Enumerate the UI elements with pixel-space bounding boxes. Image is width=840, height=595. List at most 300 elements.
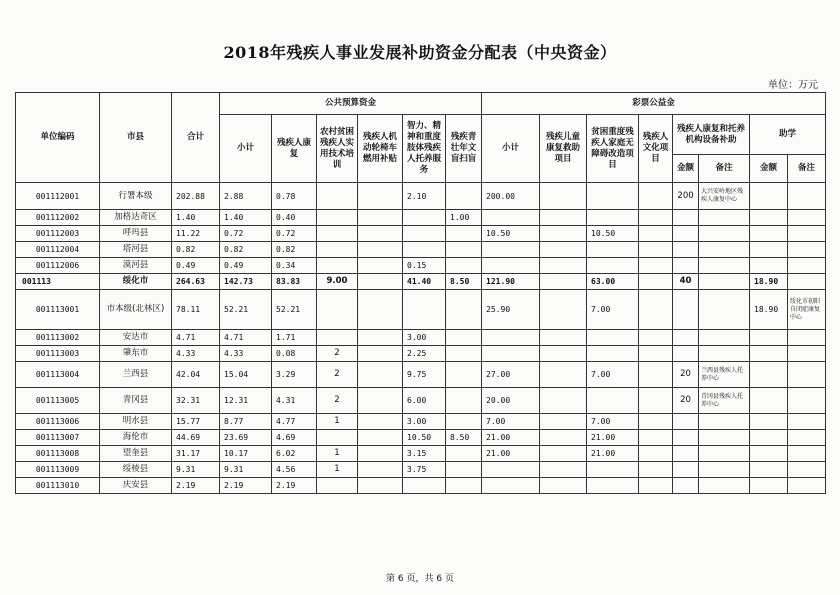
table-row xyxy=(16,290,826,330)
cell-code: 001113009 xyxy=(16,462,100,478)
cell-eq-note xyxy=(699,478,750,494)
cell-pb-wheel xyxy=(358,242,403,258)
cell-lt-sub: 21.00 xyxy=(482,430,540,446)
table-row xyxy=(16,446,826,462)
cell-pb-wheel xyxy=(358,462,403,478)
cell-st-amt xyxy=(750,462,788,478)
cell-pb-care: 3.00 xyxy=(403,414,446,430)
cell-county: 安达市 xyxy=(100,330,172,346)
cell-total: 11.22 xyxy=(172,226,220,242)
cell-lt-sub: 27.00 xyxy=(482,362,540,388)
cell-st-amt xyxy=(750,446,788,462)
cell-st-note xyxy=(788,274,826,290)
page-footer: 第 6 页，共 6 页 xyxy=(386,574,454,584)
cell-code: 001113010 xyxy=(16,478,100,494)
cell-eq-amt xyxy=(673,430,699,446)
cell-lt-culture xyxy=(639,462,673,478)
cell-lt-home xyxy=(587,183,639,210)
cell-pb-wheel xyxy=(358,446,403,462)
header-lt-culture: 残疾人文化项目 xyxy=(639,115,673,183)
cell-pb-care xyxy=(403,478,446,494)
cell-pb-care: 6.00 xyxy=(403,388,446,414)
cell-pb-care: 3.00 xyxy=(403,330,446,346)
cell-st-amt xyxy=(750,242,788,258)
header-lottery: 彩票公益金 xyxy=(482,93,826,115)
cell-pb-youth xyxy=(446,446,482,462)
cell-lt-home: 7.00 xyxy=(587,362,639,388)
cell-pb-rehab: 4.31 xyxy=(272,388,317,414)
cell-lt-culture xyxy=(639,290,673,330)
cell-lt-sub xyxy=(482,462,540,478)
cell-lt-home xyxy=(587,346,639,362)
cell-county: 塔河县 xyxy=(100,242,172,258)
header-equip-amount: 金额 xyxy=(673,155,699,183)
cell-lt-culture xyxy=(639,346,673,362)
cell-pb-sub: 52.21 xyxy=(220,290,272,330)
cell-lt-sub xyxy=(482,478,540,494)
cell-county: 绥化市 xyxy=(100,274,172,290)
cell-lt-home xyxy=(587,210,639,226)
cell-eq-note: 兰西县残疾人托养中心 xyxy=(699,362,750,388)
cell-pb-youth: 8.50 xyxy=(446,430,482,446)
cell-pb-rehab: 6.02 xyxy=(272,446,317,462)
cell-lt-sub: 20.00 xyxy=(482,388,540,414)
cell-pb-rural: 2 xyxy=(317,388,358,414)
cell-pb-rural: 1 xyxy=(317,462,358,478)
cell-eq-note xyxy=(699,430,750,446)
cell-total: 44.69 xyxy=(172,430,220,446)
cell-lt-culture xyxy=(639,183,673,210)
cell-eq-note xyxy=(699,346,750,362)
cell-eq-note xyxy=(699,414,750,430)
header-study-remark: 备注 xyxy=(788,155,826,183)
cell-eq-amt xyxy=(673,226,699,242)
cell-eq-note xyxy=(699,258,750,274)
cell-lt-home xyxy=(587,330,639,346)
cell-st-amt xyxy=(750,330,788,346)
cell-lt-home xyxy=(587,478,639,494)
cell-pb-sub: 15.04 xyxy=(220,362,272,388)
cell-county: 市本级(北林区) xyxy=(100,290,172,330)
cell-lt-home xyxy=(587,258,639,274)
cell-lt-culture xyxy=(639,210,673,226)
cell-pb-care: 2.25 xyxy=(403,346,446,362)
cell-lt-child xyxy=(540,388,587,414)
cell-lt-sub xyxy=(482,210,540,226)
cell-pb-sub: 0.49 xyxy=(220,258,272,274)
cell-pb-rural xyxy=(317,478,358,494)
cell-st-note xyxy=(788,430,826,446)
cell-pb-rehab: 2.19 xyxy=(272,478,317,494)
cell-pb-wheel xyxy=(358,258,403,274)
table-row xyxy=(16,330,826,346)
cell-lt-home: 7.00 xyxy=(587,414,639,430)
header-pb-care: 智力、精神和重度肢体残疾人托养服务 xyxy=(403,115,446,183)
cell-pb-care xyxy=(403,242,446,258)
header-lt-equip: 残疾人康复和托养机构设备补助 xyxy=(673,115,750,155)
cell-st-note xyxy=(788,330,826,346)
cell-pb-rehab: 0.34 xyxy=(272,258,317,274)
cell-lt-child xyxy=(540,346,587,362)
cell-pb-rural xyxy=(317,258,358,274)
table-row xyxy=(16,346,826,362)
cell-lt-child xyxy=(540,274,587,290)
cell-pb-rehab: 1.71 xyxy=(272,330,317,346)
cell-lt-culture xyxy=(639,258,673,274)
cell-pb-care: 3.15 xyxy=(403,446,446,462)
table-row xyxy=(16,362,826,388)
cell-pb-sub: 8.77 xyxy=(220,414,272,430)
cell-lt-child xyxy=(540,462,587,478)
header-lt-subtotal: 小计 xyxy=(482,115,540,183)
cell-pb-youth xyxy=(446,478,482,494)
table-row xyxy=(16,258,826,274)
header-pb-rural: 农村贫困残疾人实用技术培训 xyxy=(317,115,358,183)
header-study-amount: 金额 xyxy=(750,155,788,183)
cell-pb-rural: 9.00 xyxy=(317,274,358,290)
cell-code: 001113007 xyxy=(16,430,100,446)
cell-lt-child xyxy=(540,183,587,210)
cell-pb-rehab: 0.82 xyxy=(272,242,317,258)
header-pb-wheelchair: 残疾人机动轮椅车燃用补贴 xyxy=(358,115,403,183)
cell-lt-culture xyxy=(639,330,673,346)
cell-st-amt xyxy=(750,258,788,274)
table-row xyxy=(16,210,826,226)
cell-eq-amt xyxy=(673,478,699,494)
cell-pb-youth xyxy=(446,290,482,330)
cell-pb-rural xyxy=(317,210,358,226)
cell-pb-rehab: 0.40 xyxy=(272,210,317,226)
cell-eq-amt xyxy=(673,210,699,226)
allocation-table xyxy=(15,92,826,494)
cell-pb-wheel xyxy=(358,478,403,494)
cell-pb-youth xyxy=(446,362,482,388)
cell-pb-sub: 0.72 xyxy=(220,226,272,242)
cell-total: 1.40 xyxy=(172,210,220,226)
cell-pb-youth xyxy=(446,226,482,242)
cell-pb-youth xyxy=(446,462,482,478)
cell-total: 2.19 xyxy=(172,478,220,494)
table-row xyxy=(16,462,826,478)
cell-pb-rural: 1 xyxy=(317,446,358,462)
cell-lt-sub: 200.00 xyxy=(482,183,540,210)
cell-eq-note xyxy=(699,226,750,242)
cell-eq-note xyxy=(699,290,750,330)
cell-pb-rural xyxy=(317,430,358,446)
cell-lt-child xyxy=(540,330,587,346)
cell-code: 001112001 xyxy=(16,183,100,210)
cell-eq-amt: 40 xyxy=(673,274,699,290)
cell-lt-child xyxy=(540,430,587,446)
cell-lt-culture xyxy=(639,226,673,242)
cell-lt-sub: 7.00 xyxy=(482,414,540,430)
cell-lt-culture xyxy=(639,242,673,258)
cell-pb-rehab: 3.29 xyxy=(272,362,317,388)
table-row xyxy=(16,183,826,210)
cell-eq-amt xyxy=(673,462,699,478)
cell-code: 001113 xyxy=(16,274,100,290)
cell-code: 001113001 xyxy=(16,290,100,330)
header-pb-subtotal: 小计 xyxy=(220,115,272,183)
cell-pb-rehab: 0.72 xyxy=(272,226,317,242)
cell-pb-youth xyxy=(446,388,482,414)
cell-county: 庆安县 xyxy=(100,478,172,494)
cell-lt-child xyxy=(540,290,587,330)
cell-lt-child xyxy=(540,226,587,242)
cell-st-amt xyxy=(750,362,788,388)
cell-pb-rural: 1 xyxy=(317,414,358,430)
cell-pb-rehab: 4.56 xyxy=(272,462,317,478)
cell-pb-care: 9.75 xyxy=(403,362,446,388)
cell-pb-rural xyxy=(317,226,358,242)
cell-eq-amt xyxy=(673,290,699,330)
cell-lt-child xyxy=(540,478,587,494)
cell-st-note xyxy=(788,346,826,362)
cell-st-note xyxy=(788,242,826,258)
cell-pb-sub: 10.17 xyxy=(220,446,272,462)
cell-county: 漠河县 xyxy=(100,258,172,274)
cell-pb-wheel xyxy=(358,290,403,330)
cell-pb-rehab: 4.69 xyxy=(272,430,317,446)
cell-pb-sub: 4.33 xyxy=(220,346,272,362)
cell-pb-care: 10.50 xyxy=(403,430,446,446)
cell-lt-sub xyxy=(482,258,540,274)
cell-pb-rural: 2 xyxy=(317,362,358,388)
cell-pb-care: 3.75 xyxy=(403,462,446,478)
cell-pb-sub: 142.73 xyxy=(220,274,272,290)
cell-total: 4.33 xyxy=(172,346,220,362)
cell-eq-note xyxy=(699,446,750,462)
cell-code: 001112006 xyxy=(16,258,100,274)
cell-county: 肇东市 xyxy=(100,346,172,362)
cell-pb-wheel xyxy=(358,362,403,388)
header-county: 市县 xyxy=(100,93,172,183)
cell-county: 青冈县 xyxy=(100,388,172,414)
cell-lt-culture xyxy=(639,414,673,430)
cell-st-note xyxy=(788,183,826,210)
cell-pb-care: 41.40 xyxy=(403,274,446,290)
cell-lt-sub: 10.50 xyxy=(482,226,540,242)
cell-pb-rural xyxy=(317,290,358,330)
cell-lt-culture xyxy=(639,388,673,414)
cell-st-note xyxy=(788,446,826,462)
cell-total: 264.63 xyxy=(172,274,220,290)
cell-lt-child xyxy=(540,210,587,226)
cell-pb-rural: 2 xyxy=(317,346,358,362)
cell-eq-note xyxy=(699,210,750,226)
cell-eq-amt xyxy=(673,414,699,430)
cell-code: 001112003 xyxy=(16,226,100,242)
cell-pb-youth xyxy=(446,258,482,274)
cell-lt-culture xyxy=(639,362,673,388)
cell-eq-note xyxy=(699,462,750,478)
cell-code: 001113005 xyxy=(16,388,100,414)
cell-lt-child xyxy=(540,258,587,274)
cell-pb-rehab: 0.78 xyxy=(272,183,317,210)
cell-total: 78.11 xyxy=(172,290,220,330)
cell-lt-home: 63.00 xyxy=(587,274,639,290)
cell-pb-youth xyxy=(446,242,482,258)
cell-eq-amt: 20 xyxy=(673,362,699,388)
cell-total: 15.77 xyxy=(172,414,220,430)
cell-pb-rural xyxy=(317,242,358,258)
cell-total: 32.31 xyxy=(172,388,220,414)
cell-lt-home: 10.50 xyxy=(587,226,639,242)
cell-lt-sub: 21.00 xyxy=(482,446,540,462)
cell-pb-youth: 8.50 xyxy=(446,274,482,290)
cell-pb-youth xyxy=(446,183,482,210)
cell-code: 001112002 xyxy=(16,210,100,226)
cell-pb-care: 2.10 xyxy=(403,183,446,210)
cell-pb-wheel xyxy=(358,226,403,242)
cell-st-amt xyxy=(750,346,788,362)
cell-lt-culture xyxy=(639,478,673,494)
cell-county: 呼玛县 xyxy=(100,226,172,242)
header-pb-youth: 残疾青壮年文盲扫盲 xyxy=(446,115,482,183)
cell-lt-culture xyxy=(639,446,673,462)
header-lt-child: 残疾儿童康复救助项目 xyxy=(540,115,587,183)
cell-total: 42.04 xyxy=(172,362,220,388)
cell-st-amt: 18.90 xyxy=(750,274,788,290)
cell-st-note xyxy=(788,462,826,478)
cell-pb-rehab: 4.77 xyxy=(272,414,317,430)
cell-total: 202.88 xyxy=(172,183,220,210)
cell-lt-child xyxy=(540,414,587,430)
cell-pb-wheel xyxy=(358,346,403,362)
cell-lt-sub: 25.90 xyxy=(482,290,540,330)
cell-pb-sub: 2.19 xyxy=(220,478,272,494)
header-total: 合计 xyxy=(172,93,220,183)
cell-st-amt xyxy=(750,414,788,430)
cell-st-note xyxy=(788,414,826,430)
cell-lt-home xyxy=(587,388,639,414)
cell-pb-youth: 1.00 xyxy=(446,210,482,226)
cell-lt-home xyxy=(587,242,639,258)
cell-lt-home: 21.00 xyxy=(587,430,639,446)
cell-eq-amt xyxy=(673,258,699,274)
cell-county: 明水县 xyxy=(100,414,172,430)
header-lt-home: 贫困重度残疾人家庭无障碍改造项目 xyxy=(587,115,639,183)
cell-pb-youth xyxy=(446,346,482,362)
cell-pb-sub: 9.31 xyxy=(220,462,272,478)
cell-code: 001113006 xyxy=(16,414,100,430)
cell-pb-sub: 4.71 xyxy=(220,330,272,346)
table-row xyxy=(16,274,826,290)
cell-pb-sub: 12.31 xyxy=(220,388,272,414)
cell-eq-note xyxy=(699,330,750,346)
cell-st-amt: 18.90 xyxy=(750,290,788,330)
table-row xyxy=(16,242,826,258)
cell-pb-care xyxy=(403,226,446,242)
table-row xyxy=(16,478,826,494)
cell-st-note xyxy=(788,362,826,388)
cell-county: 绥棱县 xyxy=(100,462,172,478)
cell-lt-sub: 121.90 xyxy=(482,274,540,290)
cell-county: 望奎县 xyxy=(100,446,172,462)
cell-county: 兰西县 xyxy=(100,362,172,388)
cell-lt-child xyxy=(540,362,587,388)
header-pb-rehab: 残疾人康复 xyxy=(272,115,317,183)
cell-eq-amt xyxy=(673,242,699,258)
header-public-budget: 公共预算资金 xyxy=(220,93,482,115)
cell-pb-wheel xyxy=(358,414,403,430)
cell-pb-wheel xyxy=(358,274,403,290)
cell-code: 001113008 xyxy=(16,446,100,462)
cell-st-note xyxy=(788,388,826,414)
cell-pb-rehab: 83.83 xyxy=(272,274,317,290)
cell-pb-wheel xyxy=(358,388,403,414)
cell-lt-sub xyxy=(482,330,540,346)
cell-pb-sub: 2.88 xyxy=(220,183,272,210)
cell-pb-rural xyxy=(317,183,358,210)
cell-st-amt xyxy=(750,183,788,210)
cell-st-amt xyxy=(750,388,788,414)
cell-lt-home: 7.00 xyxy=(587,290,639,330)
table-row xyxy=(16,226,826,242)
cell-lt-child xyxy=(540,242,587,258)
table-row xyxy=(16,414,826,430)
cell-st-amt xyxy=(750,210,788,226)
cell-code: 001113002 xyxy=(16,330,100,346)
cell-lt-home: 21.00 xyxy=(587,446,639,462)
cell-total: 0.82 xyxy=(172,242,220,258)
cell-eq-note: 青冈县残疾人托养中心 xyxy=(699,388,750,414)
cell-pb-care: 0.15 xyxy=(403,258,446,274)
cell-county: 行署本级 xyxy=(100,183,172,210)
cell-st-note xyxy=(788,478,826,494)
cell-lt-home xyxy=(587,462,639,478)
table-row xyxy=(16,430,826,446)
cell-eq-amt xyxy=(673,446,699,462)
cell-pb-wheel xyxy=(358,210,403,226)
cell-county: 加格达奇区 xyxy=(100,210,172,226)
cell-lt-child xyxy=(540,446,587,462)
unit-label: 单位：万元 xyxy=(768,80,818,91)
cell-st-note: 绥化市初阳自闭症康复中心 xyxy=(788,290,826,330)
cell-pb-rehab: 0.08 xyxy=(272,346,317,362)
cell-pb-wheel xyxy=(358,330,403,346)
cell-st-note xyxy=(788,210,826,226)
cell-total: 0.49 xyxy=(172,258,220,274)
cell-eq-amt: 20 xyxy=(673,388,699,414)
cell-pb-wheel xyxy=(358,183,403,210)
cell-eq-amt xyxy=(673,346,699,362)
cell-lt-sub xyxy=(482,346,540,362)
cell-total: 31.17 xyxy=(172,446,220,462)
cell-pb-care xyxy=(403,290,446,330)
cell-code: 001112004 xyxy=(16,242,100,258)
cell-eq-note xyxy=(699,274,750,290)
cell-lt-culture xyxy=(639,430,673,446)
cell-code: 001113003 xyxy=(16,346,100,362)
cell-st-note xyxy=(788,226,826,242)
cell-eq-note: 大兴安岭地区残疾人康复中心 xyxy=(699,183,750,210)
cell-lt-sub xyxy=(482,242,540,258)
cell-pb-youth xyxy=(446,330,482,346)
cell-pb-youth xyxy=(446,414,482,430)
cell-eq-amt xyxy=(673,330,699,346)
cell-st-amt xyxy=(750,478,788,494)
page-title: 2018年残疾人事业发展补助资金分配表（中央资金） xyxy=(223,43,617,62)
cell-eq-amt: 200 xyxy=(673,183,699,210)
cell-lt-culture xyxy=(639,274,673,290)
header-unit-code: 单位编码 xyxy=(16,93,100,183)
cell-st-amt xyxy=(750,430,788,446)
cell-pb-rehab: 52.21 xyxy=(272,290,317,330)
cell-pb-sub: 23.69 xyxy=(220,430,272,446)
cell-pb-care xyxy=(403,210,446,226)
cell-total: 9.31 xyxy=(172,462,220,478)
